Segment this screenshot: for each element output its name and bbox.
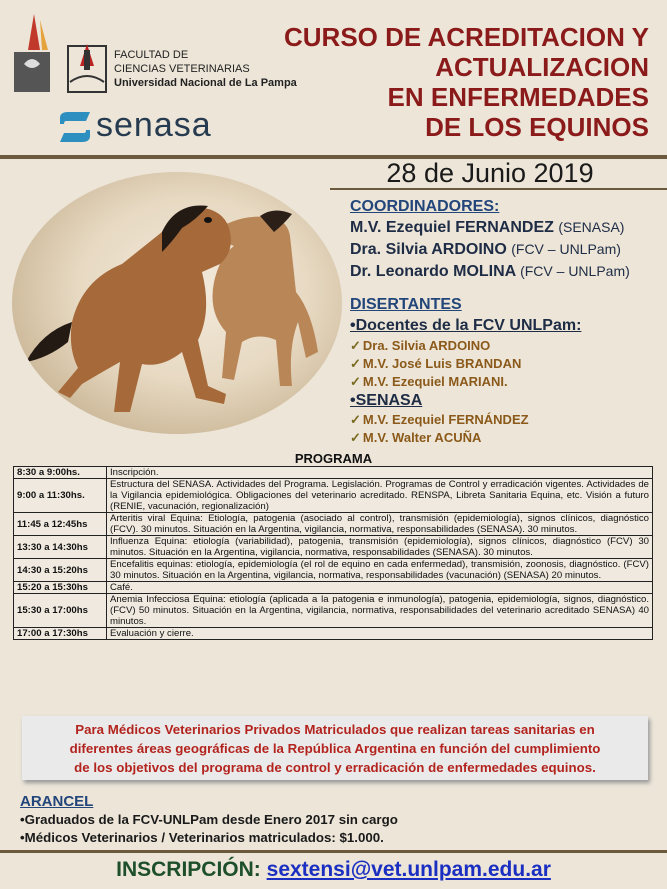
coordinator-name: M.V. Ezequiel FERNANDEZ: [350, 219, 554, 236]
audience-note: [22, 716, 648, 780]
fee-item: •Médicos Veterinarios / Veterinarios matriculados: $1.000.: [20, 830, 384, 845]
row-time: 15:30 a 17:00hs: [14, 594, 107, 628]
fee-item: •Graduados de la FCV-UNLPam desde Enero 2017 sin cargo: [20, 812, 398, 827]
table-row: [14, 479, 653, 513]
speaker-name: M.V. Ezequiel MARIANI.: [362, 374, 508, 389]
coordinator-name: Dra. Silvia ARDOINO: [350, 241, 507, 258]
table-row: [14, 467, 653, 479]
speaker-name: M.V. José Luis BRANDAN: [362, 356, 522, 371]
coordinator-item: [350, 263, 630, 281]
date-divider: [330, 188, 667, 190]
coordinator-item: [350, 241, 621, 259]
course-title: [249, 22, 649, 142]
check-icon: ✓: [350, 412, 361, 427]
speaker-item: [350, 356, 521, 372]
coordinator-affiliation: (FCV – UNLPam): [511, 241, 621, 257]
row-description: Influenza Equina: etiología (variabilidad), patogenia, transmisión (epidemiología), signos clínicos, diagnóstico (FCV) 30 minutos. Situación en la Argentina, vigilancia, normativa, responsabilidades (SENASA). 30 minutos.: [107, 536, 653, 559]
faculty-line-2: CIENCIAS VETERINARIAS: [114, 63, 250, 75]
coordinators-heading: COORDINADORES:: [350, 198, 500, 215]
unlpam-logo: [10, 10, 114, 100]
row-time: 17:00 a 17:30hs: [14, 628, 107, 640]
footer-divider: [0, 850, 667, 853]
row-description: Arteritis viral Equina: Etiología, patogenia (asociado al control), transmisión (epidemiología), signos clínicos, diagnóstico (FCV). 30 minutos. Situación en la Argentina, vigilancia, normativa, responsabilidades (SENASA). 30 minutos.: [107, 513, 653, 536]
course-date: 28 de Junio 2019: [386, 158, 594, 188]
program-table: [13, 466, 653, 640]
row-description: Café.: [107, 582, 653, 594]
speakers-group-senasa: •SENASA: [350, 392, 423, 409]
coordinator-affiliation: (FCV – UNLPam): [520, 263, 630, 279]
title-line-1: CURSO DE ACREDITACION Y: [284, 22, 649, 52]
horses-photo: [12, 172, 342, 434]
note-line-3: de los objetivos del programa de control y erradicación de enfermedades equinos.: [74, 760, 596, 775]
table-row: [14, 628, 653, 640]
table-row: [14, 594, 653, 628]
note-line-1: Para Médicos Veterinarios Privados Matriculados que realizan tareas sanitarias en: [75, 722, 595, 737]
check-icon: ✓: [350, 338, 361, 353]
check-icon: ✓: [350, 356, 361, 371]
row-time: 9:00 a 11:30hs.: [14, 479, 107, 513]
coordinator-affiliation: (SENASA): [558, 219, 625, 235]
speaker-name: M.V. Walter ACUÑA: [362, 430, 482, 445]
row-time: 13:30 a 14:30hs: [14, 536, 107, 559]
speakers-heading: DISERTANTES: [350, 296, 462, 313]
row-description: Inscripción.: [107, 467, 653, 479]
title-line-3: EN ENFERMEDADES: [387, 82, 649, 112]
row-time: 11:45 a 12:45hs: [14, 513, 107, 536]
row-time: 15:20 a 15:30hs: [14, 582, 107, 594]
row-description: Evaluación y cierre.: [107, 628, 653, 640]
row-description: Anemia Infecciosa Equina: etiología (aplicada a la patogenia e inmunología), patogenia, epidemiología, signos, diagnóstico. (FCV) 50 minutos. Situación en la Argentina, vigilancia, normativa, responsabilidades del veterinario acreditado SENASA) 40 minutos.: [107, 594, 653, 628]
check-icon: ✓: [350, 430, 361, 445]
university-name: Universidad Nacional de La Pampa: [114, 77, 297, 89]
speaker-item: [350, 338, 490, 354]
horses-illustration: [12, 172, 342, 434]
senasa-wordmark: senasa: [96, 106, 212, 144]
table-row: [14, 513, 653, 536]
program-heading: PROGRAMA: [294, 451, 373, 466]
table-row: [14, 582, 653, 594]
coordinator-item: [350, 219, 624, 237]
faculty-line-1: FACULTAD DE: [114, 49, 189, 61]
senasa-mark-icon: [58, 112, 92, 142]
title-line-2: ACTUALIZACION: [435, 52, 649, 82]
fee-heading: ARANCEL: [20, 793, 94, 810]
row-time: 14:30 a 15:20hs: [14, 559, 107, 582]
speaker-name: Dra. Silvia ARDOINO: [362, 338, 491, 353]
speaker-item: [350, 430, 481, 446]
speaker-item: [350, 412, 529, 428]
note-line-2: diferentes áreas geográficas de la República Argentina en función del cumplimiento: [69, 741, 601, 756]
table-row: [14, 559, 653, 582]
table-row: [14, 536, 653, 559]
row-description: Estructura del SENASA. Actividades del Programa. Legislación. Programas de Control y erradicación vigentes. Actividades de la Vigilancia epidemiológica. Obligaciones del veterinario acreditado. RENSPA, Libreta Sanitaria Equina, etc. Visión a futuro (RENIE, vacunación, regionalización): [107, 479, 653, 513]
row-time: 8:30 a 9:00hs.: [14, 467, 107, 479]
senasa-logo: [58, 106, 258, 144]
inscription-label: INSCRIPCIÓN:: [116, 858, 261, 881]
speakers-group-fcv: •Docentes de la FCV UNLPam:: [350, 317, 582, 334]
speaker-name: M.V. Ezequiel FERNÁNDEZ: [362, 412, 529, 427]
check-icon: ✓: [350, 374, 361, 389]
speaker-item: [350, 374, 508, 390]
inscription-email-link[interactable]: sextensi@vet.unlpam.edu.ar: [266, 858, 551, 881]
coordinator-name: Dr. Leonardo MOLINA: [350, 263, 516, 280]
inscription-line: [0, 858, 667, 882]
row-description: Encefalitis equinas: etiología, epidemiología (el rol de equino en cada enfermedad), transmisión, zoonosis, diagnóstico. (FCV) 30 minutos. Situación en la Argentina, vigilancia, normativa, responsabilidades (vacunación) (SENASA) 20 minutos.: [107, 559, 653, 582]
title-line-4: DE LOS EQUINOS: [425, 112, 649, 142]
